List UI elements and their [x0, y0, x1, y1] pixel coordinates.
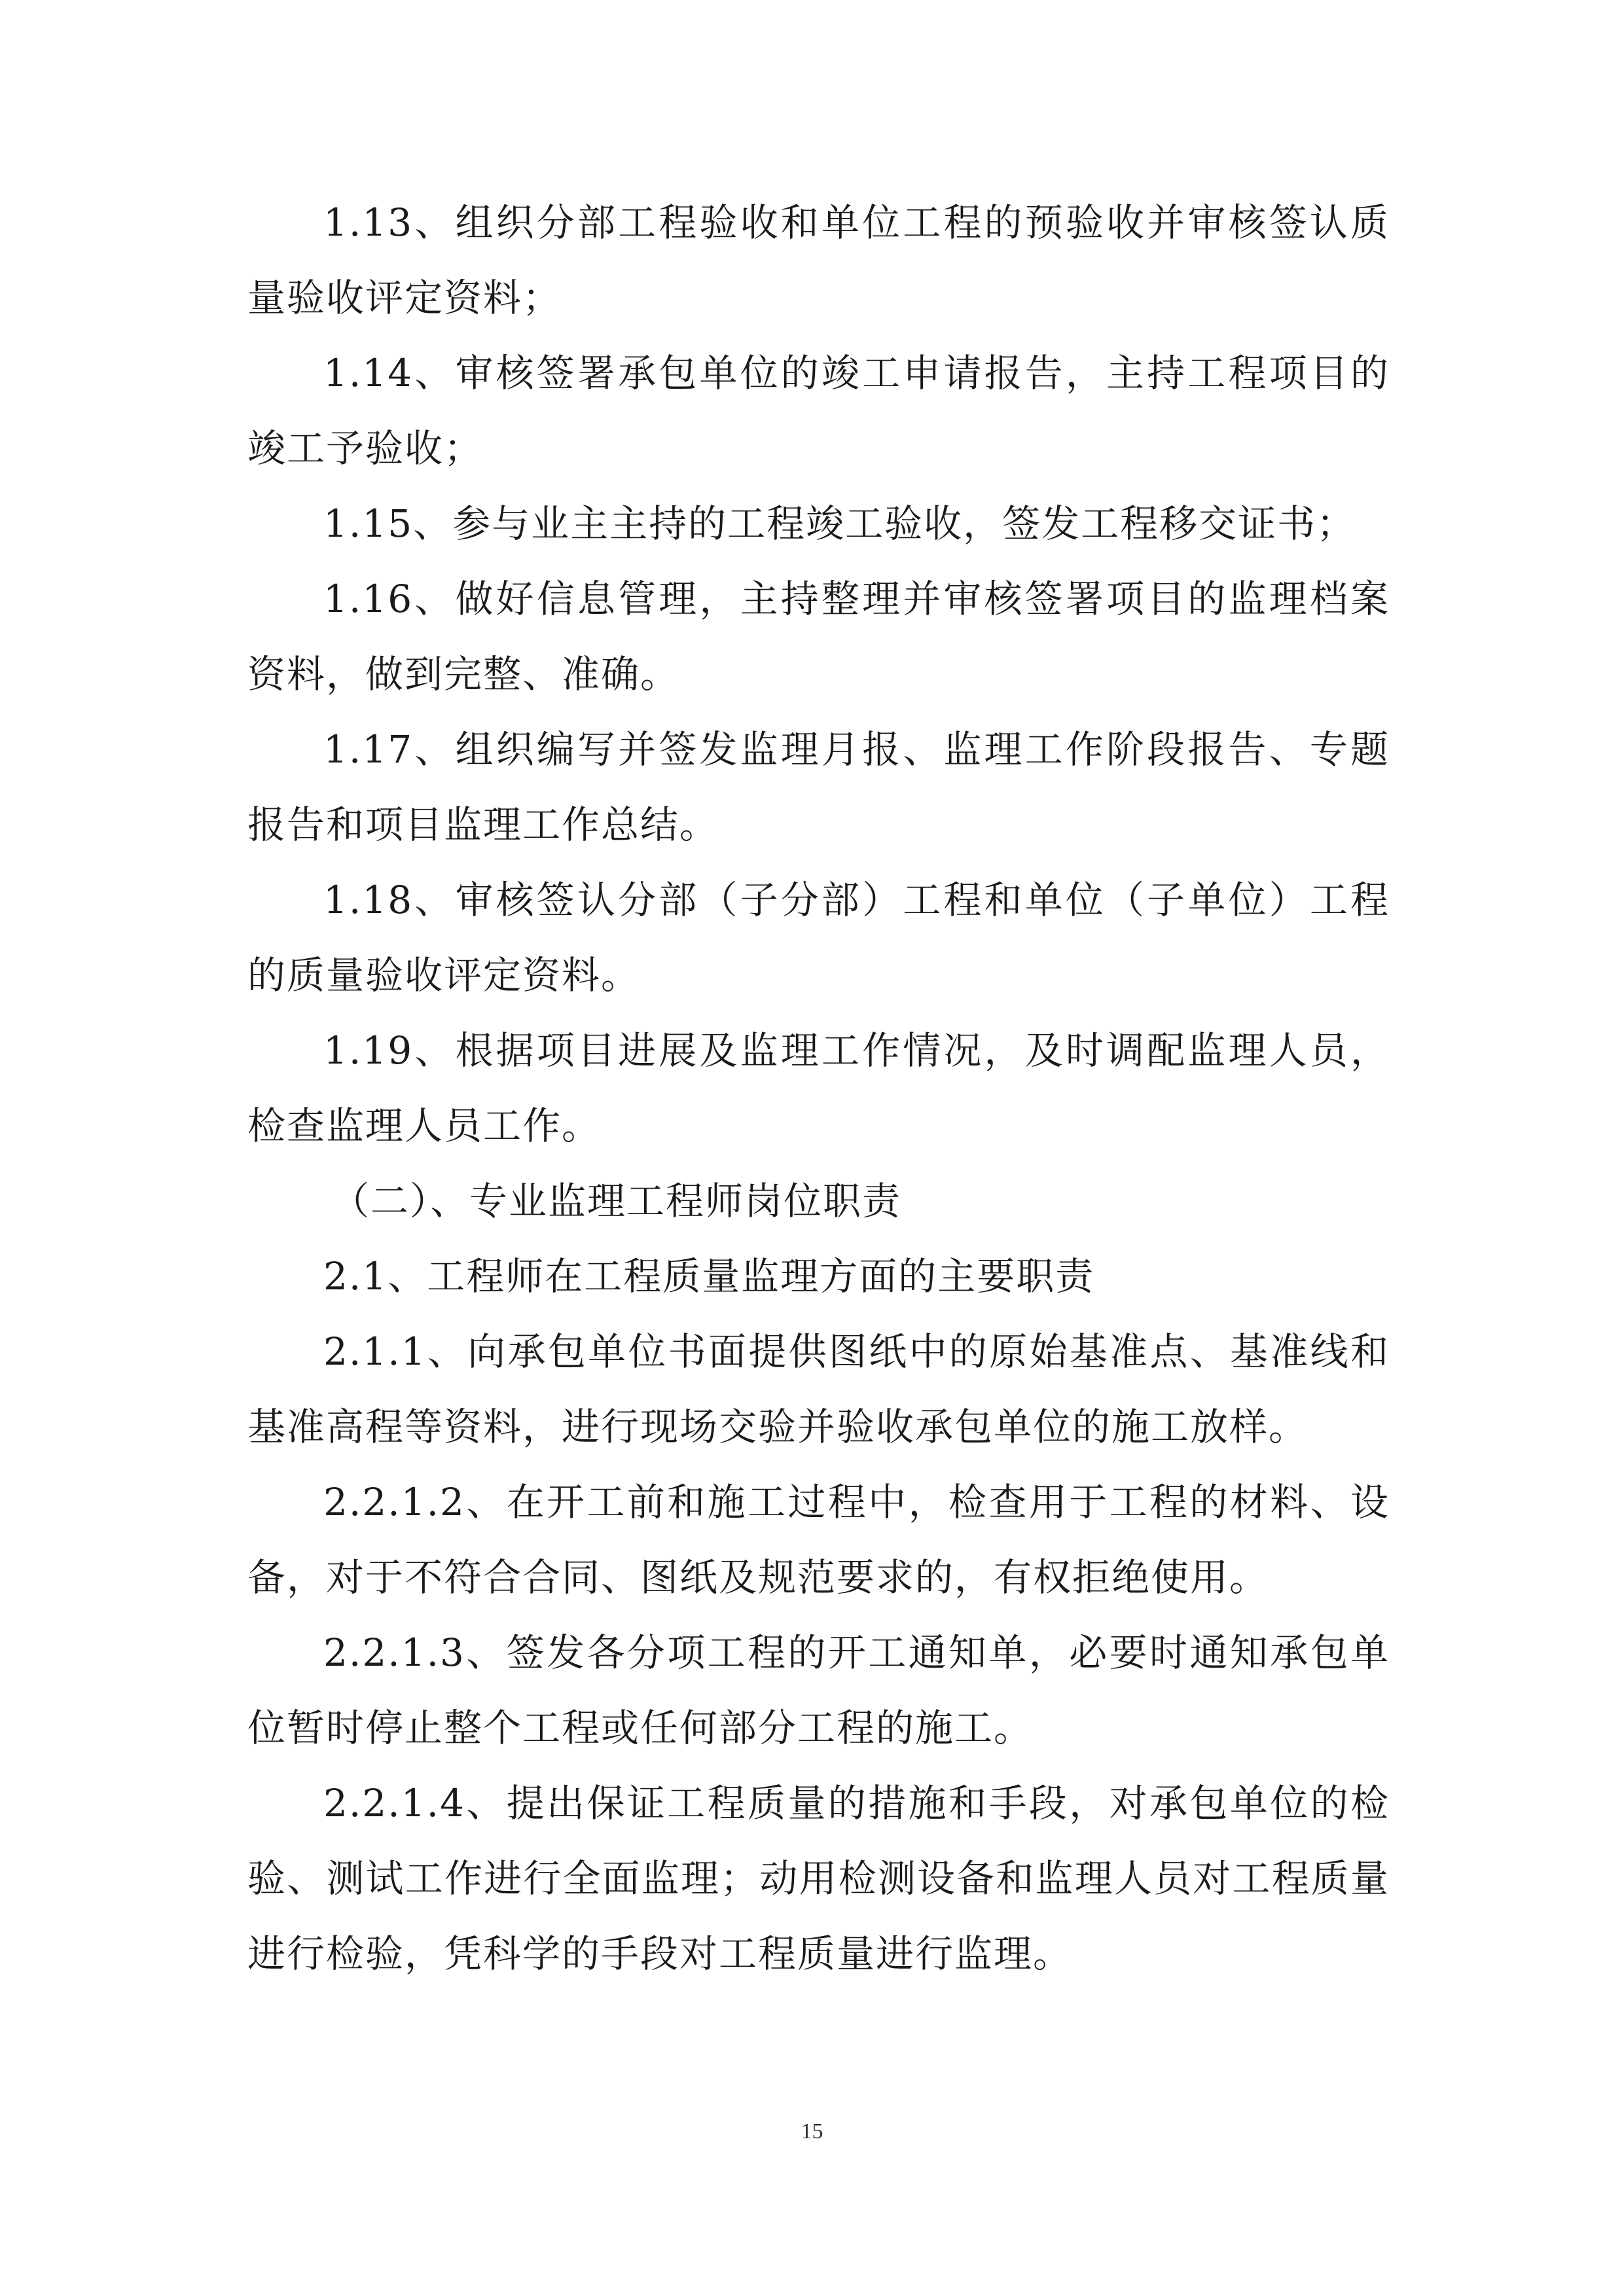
- paragraph-1-17: 1.17、组织编写并签发监理月报、监理工作阶段报告、专题报告和项目监理工作总结。: [247, 727, 1390, 847]
- section-heading: （二）、专业监理工程师岗位职责: [331, 1179, 902, 1223]
- page-number: 15: [801, 2119, 823, 2144]
- paragraph-2-1-1: 2.1.1、向承包单位书面提供图纸中的原始基准点、基准线和基准高程等资料，进行现场交验并验收承包单位的施工放样。: [247, 1329, 1390, 1449]
- paragraph-2-2-1-3: 2.2.1.3、签发各分项工程的开工通知单，必要时通知承包单位暂时停止整个工程或任何部分工程的施工。: [247, 1630, 1390, 1750]
- paragraph-1-16: 1.16、做好信息管理，主持整理并审核签署项目的监理档案资料，做到完整、准确。: [247, 577, 1390, 696]
- paragraph-2-2-1-2: 2.2.1.2、在开工前和施工过程中，检查用于工程的材料、设备，对于不符合合同、图纸及规范要求的，有权拒绝使用。: [247, 1480, 1390, 1600]
- paragraph-1-13: 1.13、组织分部工程验收和单位工程的预验收并审核签认质量验收评定资料；: [247, 200, 1390, 320]
- paragraph-1-19: 1.19、根据项目进展及监理工作情况，及时调配监理人员，检查监理人员工作。: [247, 1028, 1390, 1148]
- page-body: [247, 185, 1390, 1992]
- paragraph-1-15: 1.15、参与业主主持的工程竣工验收，签发工程移交证书；: [323, 501, 1356, 546]
- paragraph-2-2-1-4: 2.2.1.4、提出保证工程质量的措施和手段，对承包单位的检验、测试工作进行全面监理；动用检测设备和监理人员对工程质量进行检验，凭科学的手段对工程质量进行监理。: [247, 1781, 1390, 1976]
- paragraph-1-18: 1.18、审核签认分部（子分部）工程和单位（子单位）工程的质量验收评定资料。: [247, 878, 1390, 997]
- paragraph-2-1: 2.1、工程师在工程质量监理方面的主要职责: [323, 1254, 1095, 1299]
- paragraph-1-14: 1.14、审核签署承包单位的竣工申请报告，主持工程项目的竣工予验收；: [247, 351, 1390, 471]
